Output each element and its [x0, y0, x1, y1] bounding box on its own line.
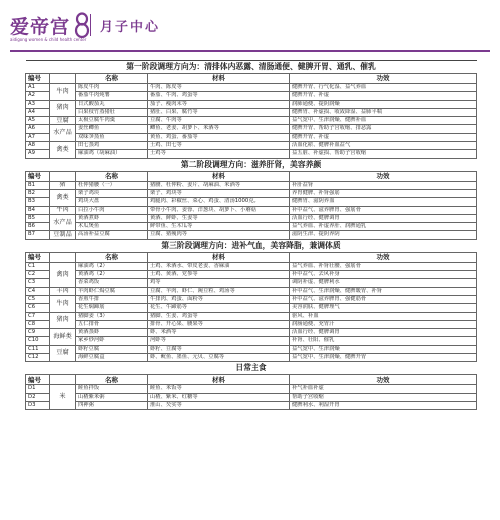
header-name: 名称 — [76, 74, 148, 84]
dish-effect: 益气宽中、生津润燥 — [290, 345, 477, 353]
dish-code: C10 — [26, 337, 50, 345]
table-row — [26, 189, 477, 197]
dish-code: C12 — [26, 354, 50, 362]
dish-material: 河虾等 — [148, 337, 290, 345]
dish-code: C9 — [26, 329, 50, 337]
table-row — [26, 133, 477, 141]
category-cell: 米 — [50, 385, 76, 410]
table-row — [26, 214, 477, 222]
dish-material: 虾籽、豆腐等 — [148, 345, 290, 353]
dish-material: 黄酒、鲜虾、生姜等 — [148, 214, 290, 222]
dish-code: C1 — [26, 262, 50, 270]
dish-material: 虾、米酒等 — [148, 329, 290, 337]
table-row — [26, 108, 477, 116]
header-effect: 功效 — [290, 74, 477, 84]
dish-name: 双味笋蒸鱼 — [76, 133, 148, 141]
dish-material: 花生、牛蹄筋等 — [148, 304, 290, 312]
dish-code: B1 — [26, 181, 50, 189]
dish-material: 猪腰、杜仲粉、姜片、胡麻油、米酒等 — [148, 181, 290, 189]
section-title-row — [26, 61, 477, 74]
dish-material: 豆腐、羊肉、虾仁、豌豆粒、鸡汤等 — [148, 287, 290, 295]
dish-effect: 润肠通便、充胃汁 — [290, 320, 477, 328]
table-row — [26, 142, 477, 150]
dish-name: 海鲜豆腐盒 — [76, 354, 148, 362]
header-category — [50, 375, 76, 385]
dish-effect: 健脾开胃、补虚 — [290, 133, 477, 141]
table-row — [26, 345, 477, 353]
dish-code: C5 — [26, 295, 50, 303]
dish-name: 白拉小牛肉 — [76, 206, 148, 214]
brand-subtitle: aidigong women & child health center — [10, 37, 87, 42]
category-cell: 羊肉 — [50, 287, 76, 295]
dish-code: B3 — [26, 198, 50, 206]
dish-name: 羊肉虾仁焗豆腐 — [76, 287, 148, 295]
dish-code: B5 — [26, 214, 50, 222]
dish-code: A2 — [26, 92, 50, 100]
dish-code: D1 — [26, 385, 50, 393]
dish-name: 白果枝竹蒸猪肚 — [76, 108, 148, 116]
dish-code: A3 — [26, 100, 50, 108]
dish-effect: 补中益气、去风补身 — [290, 271, 477, 279]
dish-name: 日式酸茄丸 — [76, 100, 148, 108]
dish-code: B6 — [26, 223, 50, 231]
dish-material: 牛排肉、鸡蛋、面粉等 — [148, 295, 290, 303]
dish-code: C3 — [26, 279, 50, 287]
dish-material: 淮山、芡实等 — [148, 401, 290, 409]
table-row — [26, 329, 477, 337]
dish-code: A9 — [26, 150, 50, 158]
dish-name: 麻油鸡（胡麻油） — [76, 150, 148, 158]
dish-effect: 健脾开胃、行气化湿、益气养血 — [290, 84, 477, 92]
dish-effect: 活血化瘀、健脾补血益气 — [290, 142, 477, 150]
category-cell: 牛肉 — [50, 206, 76, 214]
dish-code: A6 — [26, 125, 50, 133]
menu-document — [25, 60, 477, 410]
dish-effect: 滋阴生津、提阴养阴 — [290, 231, 477, 239]
dish-effect: 驱风、补血 — [290, 312, 477, 320]
dish-name: 香菜鸡饭 — [76, 279, 148, 287]
dish-name: 陈皮牛肉 — [76, 84, 148, 92]
table-row — [26, 181, 477, 189]
dish-material: 土鸡等 — [148, 150, 290, 158]
dish-name: 鸡块大盘 — [76, 198, 148, 206]
dish-code: A5 — [26, 117, 50, 125]
table-row — [26, 150, 477, 158]
dish-effect: 补中益气、滋养脾胃、强筋骨 — [290, 206, 477, 214]
brand-logo — [10, 10, 90, 40]
dish-effect: 健脾开胃、帮助子宫收缩、排恶露 — [290, 125, 477, 133]
dish-material: 鸡腿肉、彩椒丝、菜心、鸡蛋、清汤1000克。 — [148, 198, 290, 206]
dish-name: 四神粥 — [76, 401, 148, 409]
category-cell: 猪肉 — [50, 100, 76, 117]
dish-material: 鲫鱼、老姜、胡萝卜、米酒等 — [148, 125, 290, 133]
dish-material: 排骨、开心果、腰果等 — [148, 320, 290, 328]
section-title: 日常主食 — [26, 362, 477, 375]
dish-code: A4 — [26, 108, 50, 116]
dish-name: 鲑鱼拌饭 — [76, 385, 148, 393]
dish-code: C6 — [26, 304, 50, 312]
header-effect: 功效 — [290, 252, 477, 262]
dish-material: 土鸡、黄酒、党参等 — [148, 271, 290, 279]
dish-name: 家乡炒河虾 — [76, 337, 148, 345]
dish-effect: 健脾胃、补虚损、收敛降湿、益肺平喘 — [290, 108, 477, 116]
section-title: 第二阶段调理方向：滋养肝肾，美容养颜 — [26, 158, 477, 171]
column-header-row — [26, 171, 477, 181]
dish-material: 鸡等 — [148, 279, 290, 287]
header-category — [50, 74, 76, 84]
dish-material: 猪肚、白果、腐竹等 — [148, 108, 290, 116]
table-row — [26, 271, 477, 279]
table-row — [26, 304, 477, 312]
table-row — [26, 320, 477, 328]
table-row — [26, 117, 477, 125]
section-title: 第三阶段调理方向：进补气血，美容降脂，兼调体质 — [26, 239, 477, 252]
dish-effect: 益气宽中、生津润燥、健脾开胃 — [290, 354, 477, 362]
dish-code: A8 — [26, 142, 50, 150]
table-row — [26, 287, 477, 295]
dish-name: 山楂紫米粥 — [76, 393, 148, 401]
category-cell: 水产品 — [50, 214, 76, 231]
brand-name: 爱帝宫 — [10, 15, 71, 38]
section-title: 第一阶段调理方向为：清排体内恶露、清肠通便、健脾开胃、通乳、催乳 — [26, 61, 477, 74]
table-row — [26, 198, 477, 206]
dish-material: 猪脚、生姜、鸡蛋等 — [148, 312, 290, 320]
table-row — [26, 223, 477, 231]
dish-effect: 调阴补虚、健脾利水 — [290, 279, 477, 287]
dish-material: 栗子、鸡块等 — [148, 189, 290, 197]
category-cell: 牛肉 — [50, 84, 76, 101]
dish-name: 番茄牛肉炖薯 — [76, 92, 148, 100]
dish-name: 香煎牛排 — [76, 295, 148, 303]
category-cell: 禽类 — [50, 189, 76, 206]
dish-code: C2 — [26, 271, 50, 279]
dish-material: 鲜带鱼、生木瓜等 — [148, 223, 290, 231]
dish-name: 木瓜煲鱼 — [76, 223, 148, 231]
dish-code: D2 — [26, 393, 50, 401]
dish-effect: 活血行经、健脾调胃 — [290, 214, 477, 222]
table-row — [26, 279, 477, 287]
dish-effect: 健脾胃、滋阴养血 — [290, 198, 477, 206]
dish-name: 黄酒鸡（2） — [76, 271, 148, 279]
header-code: 编号 — [26, 74, 50, 84]
dish-material: 土鸡、米酒水、带皮老姜、香麻油 — [148, 262, 290, 270]
brand-mark-icon — [74, 12, 90, 38]
category-cell: 禽类 — [50, 142, 76, 159]
section-title-row — [26, 239, 477, 252]
header-material: 材料 — [148, 375, 290, 385]
dish-material: 茄子、瘦肉末等 — [148, 100, 290, 108]
category-cell: 海鲜类 — [50, 329, 76, 346]
category-cell: 豆腐 — [50, 117, 76, 125]
dish-code: D3 — [26, 401, 50, 409]
table-row — [26, 401, 477, 409]
dish-material: 牛肉、陈皮等 — [148, 84, 290, 92]
category-cell: 猪 — [50, 181, 76, 189]
dish-effect: 益气宽中、生津润燥、健脾补血 — [290, 117, 477, 125]
dish-code: A1 — [26, 84, 50, 92]
dish-material: 豆腐、猪瘦肉等 — [148, 231, 290, 239]
dish-name: 猪脚姜（3） — [76, 312, 148, 320]
table-row — [26, 295, 477, 303]
dish-effect: 益气养血、补肾壮腰、强筋骨 — [290, 262, 477, 270]
dish-effect: 活血行经、健脾调胃 — [290, 329, 477, 337]
dish-material: 山楂、紫米、红糖等 — [148, 393, 290, 401]
page-header — [0, 0, 500, 52]
dish-code: C7 — [26, 312, 50, 320]
table-row — [26, 100, 477, 108]
column-header-row — [26, 252, 477, 262]
column-header-row — [26, 375, 477, 385]
header-category — [50, 252, 76, 262]
dish-code: A7 — [26, 133, 50, 141]
header-rule — [10, 50, 490, 52]
dish-name: 花生焖蹄筋 — [76, 304, 148, 312]
dish-effect: 美容润肤、健脾理气 — [290, 304, 477, 312]
dish-code: B7 — [26, 231, 50, 239]
category-cell: 豆腐 — [50, 345, 76, 362]
header-material: 材料 — [148, 171, 290, 181]
table-row — [26, 312, 477, 320]
category-cell: 水产品 — [50, 125, 76, 142]
header-material: 材料 — [148, 74, 290, 84]
dish-effect: 补中益气、滋养脾胃、强健筋骨 — [290, 295, 477, 303]
dish-effect: 健脾利水、利湿开胃 — [290, 401, 477, 409]
header-name: 名称 — [76, 375, 148, 385]
header-effect: 功效 — [290, 375, 477, 385]
dish-material: 带骨小牛肉、姜蓉、洋葱块、胡萝卜、小蘑菇 — [148, 206, 290, 214]
dish-name: 太极豆腐牛肉羹 — [76, 117, 148, 125]
dish-name: 虾籽豆腐 — [76, 345, 148, 353]
table-row — [26, 206, 477, 214]
table-row — [26, 354, 477, 362]
section-title-row — [26, 362, 477, 375]
dish-code: C4 — [26, 287, 50, 295]
table-row — [26, 337, 477, 345]
dish-name: 黄酒蒸虾 — [76, 329, 148, 337]
table-row — [26, 385, 477, 393]
dish-name: 五仁排骨 — [76, 320, 148, 328]
section-title-row — [26, 158, 477, 171]
dish-effect: 益气养血、补虚养肝、润脾通乳 — [290, 223, 477, 231]
dish-effect: 养胃健脾、补肾强筋 — [290, 189, 477, 197]
dish-material: 番茄、牛肉、鸡蛋等 — [148, 92, 290, 100]
dish-material: 黄鱼、鸡蛋、番茄等 — [148, 133, 290, 141]
header-name: 名称 — [76, 252, 148, 262]
header-material: 材料 — [148, 252, 290, 262]
dish-code: C11 — [26, 345, 50, 353]
category-cell: 牛肉 — [50, 295, 76, 312]
dish-code: C8 — [26, 320, 50, 328]
dish-effect: 帮助子宫收缩 — [290, 393, 477, 401]
header-code: 编号 — [26, 252, 50, 262]
table-row — [26, 393, 477, 401]
dish-effect: 补肾、壮阳、催乳 — [290, 337, 477, 345]
header-code: 编号 — [26, 375, 50, 385]
table-row — [26, 84, 477, 92]
dish-name: 田七蒸鸡 — [76, 142, 148, 150]
dish-name: 麻油鸡（2） — [76, 262, 148, 270]
table-row — [26, 262, 477, 270]
header-name: 名称 — [76, 171, 148, 181]
table-row — [26, 92, 477, 100]
menu-table — [25, 60, 477, 410]
dish-name: 黄酒煮虾 — [76, 214, 148, 222]
dish-effect: 补肝益肾 — [290, 181, 477, 189]
header-effect: 功效 — [290, 171, 477, 181]
dish-material: 虾、鱿鱼、墨鱼、元贝、豆腐等 — [148, 354, 290, 362]
header-category — [50, 171, 76, 181]
table-row — [26, 231, 477, 239]
dish-material: 豆腐、牛肉等 — [148, 117, 290, 125]
category-cell: 猪肉 — [50, 312, 76, 329]
category-cell: 禽肉 — [50, 262, 76, 287]
dish-effect: 健脾开胃、补虚 — [290, 92, 477, 100]
dish-code: B4 — [26, 206, 50, 214]
dish-name: 姜丝鲫鱼 — [76, 125, 148, 133]
column-header-row — [26, 74, 477, 84]
dish-material: 鲑鱼、米饭等 — [148, 385, 290, 393]
dish-name: 杜仲猪腰（一） — [76, 181, 148, 189]
header-code: 编号 — [26, 171, 50, 181]
dish-code: B2 — [26, 189, 50, 197]
dish-effect: 补中益气、生津润燥、健脾暖胃、补肾 — [290, 287, 477, 295]
dish-effect: 补气补血补虚 — [290, 385, 477, 393]
dish-effect: 益五脏、补虚损、帮助子宫收缩 — [290, 150, 477, 158]
dish-effect: 润肺通便、提阴润燥 — [290, 100, 477, 108]
table-row — [26, 125, 477, 133]
dish-name: 栗子鸡块 — [76, 189, 148, 197]
page-title: 月子中心 — [100, 20, 161, 35]
header-divider — [90, 14, 91, 36]
category-cell: 豆制品 — [50, 231, 76, 239]
dish-material: 土鸡、田七等 — [148, 142, 290, 150]
dish-name: 高汤补益豆腐 — [76, 231, 148, 239]
